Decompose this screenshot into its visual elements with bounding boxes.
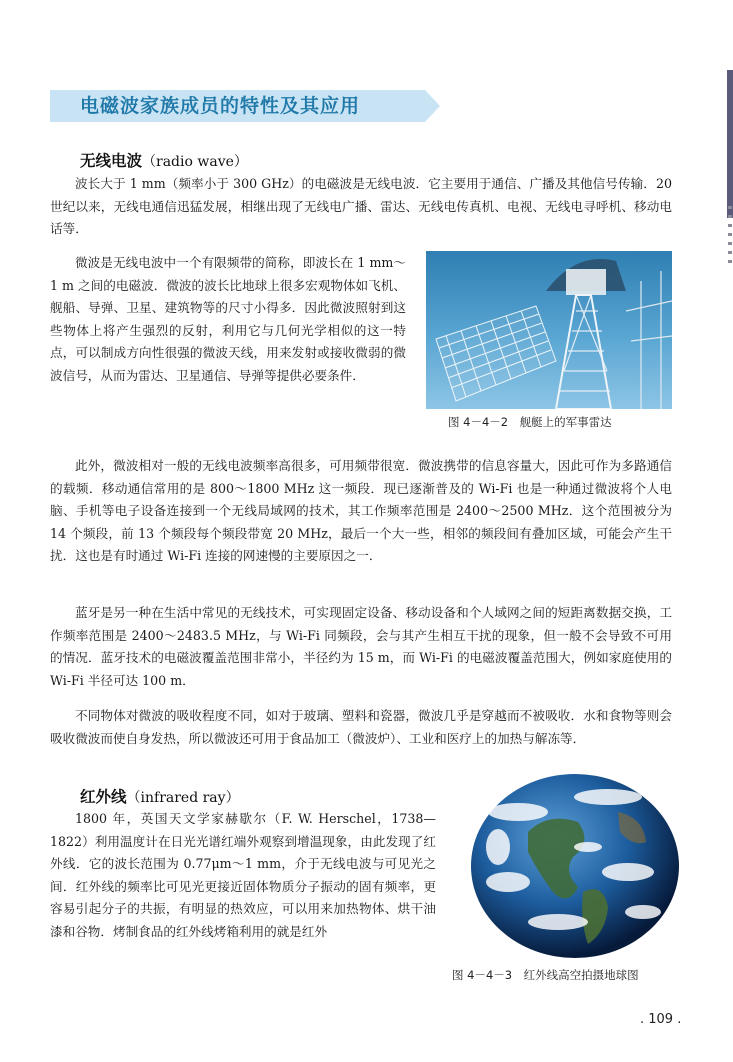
earth-figure-caption: 图 4－4－3 红外线高空拍摄地球图 — [452, 968, 639, 982]
infrared-heading-en: （infrared ray） — [126, 790, 240, 806]
chapter-edge-marker — [727, 70, 733, 218]
radar-illustration — [426, 251, 672, 409]
section-title: 电磁波家族成员的特性及其应用 — [80, 95, 361, 117]
infrared-heading-cn: 红外线 — [80, 788, 127, 806]
page-number: . 109 . — [640, 1012, 682, 1027]
infrared-heading — [80, 785, 240, 807]
radio-wave-heading — [80, 149, 248, 171]
radio-paragraph-4: 蓝牙是另一种在生活中常见的无线技术，可实现固定设备、移动设备和个人域网之间的短距离数据交换，工作频率范围是 2400～2483.5 MHz，与 Wi-Fi 同频段，会与其产生相互干扰的现象，但一般不会导致不可用的情况．蓝牙技术的电磁波覆盖范围非常小，半径约为 15 m，而 Wi-Fi 的电磁波覆盖范围大，例如家庭使用的 Wi-Fi 半径可达 100 m． — [50, 605, 672, 688]
radio-paragraph-1: 波长大于 1 mm（频率小于 300 GHz）的电磁波是无线电波．它主要用于通信、广播及其他信号传输．20 世纪以来，无线电通信迅猛发展，相继出现了无线电广播、雷达、无线电传真机、电视、无线电寻呼机、移动电话等． — [50, 176, 672, 237]
radio-paragraph-5: 不同物体对微波的吸收程度不同，如对于玻璃、塑料和瓷器，微波几乎是穿越而不被吸收．水和食物等则会吸收微波而使自身发热，所以微波还可用于食品加工（微波炉）、工业和医疗上的加热与解冻等． — [50, 708, 672, 746]
radio-wave-heading-cn: 无线电波 — [80, 152, 143, 170]
chapter-edge-text — [727, 200, 733, 280]
radar-figure-caption: 图 4－4－2 舰艇上的军事雷达 — [448, 415, 612, 429]
earth-photo — [468, 772, 683, 960]
radio-paragraph-2: 微波是无线电波中一个有限频带的简称，即波长在 1 mm～1 m 之间的电磁波．微波的波长比地球上很多宏观物体如飞机、舰船、导弹、卫星、建筑物等的尺寸小得多．因此微波照射到这些物体上将产生强烈的反射，利用它与几何光学相似的这一特点，可以制成方向性很强的微波天线，用来发射或接收微弱的微波信号，从而为雷达、卫星通信、导弹等提供必要条件． — [50, 255, 406, 383]
infrared-paragraph-1: 1800 年，英国天文学家赫歇尔（F. W. Herschel，1738—1822）利用温度计在日光光谱红端外观察到增温现象，由此发现了红外线．它的波长范围为 0.77μm～1 mm，介于无线电波与可见光之间．红外线的频率比可见光更接近固体物质分子振动的固有频率，更容易引起分子的共振，有明显的热效应，可以用来加热物体、烘干油漆和谷物．烤制食品的红外线烤箱利用的就是红外 — [50, 811, 436, 939]
earth-illustration — [468, 772, 683, 960]
radio-wave-heading-en: （radio wave） — [142, 154, 248, 170]
radar-photo — [426, 251, 672, 409]
radio-paragraph-3: 此外，微波相对一般的无线电波频率高很多，可用频带很宽．微波携带的信息容量大，因此可作为多路通信的载频．移动通信常用的是 800～1800 MHz 这一频段．现已逐渐普及的 Wi-Fi 也是一种通过微波将个人电脑、手机等电子设备连接到一个无线局域网的技术，其工作频率范围是 2400～2500 MHz．这个范围被分为 14 个频段，前 13 个频段每个频段带宽 20 MHz，最后一个大一些，相邻的频段间有叠加区域，可能会产生干扰．这也是有时通过 Wi-Fi 连接的网速慢的主要原因之一． — [50, 458, 672, 564]
